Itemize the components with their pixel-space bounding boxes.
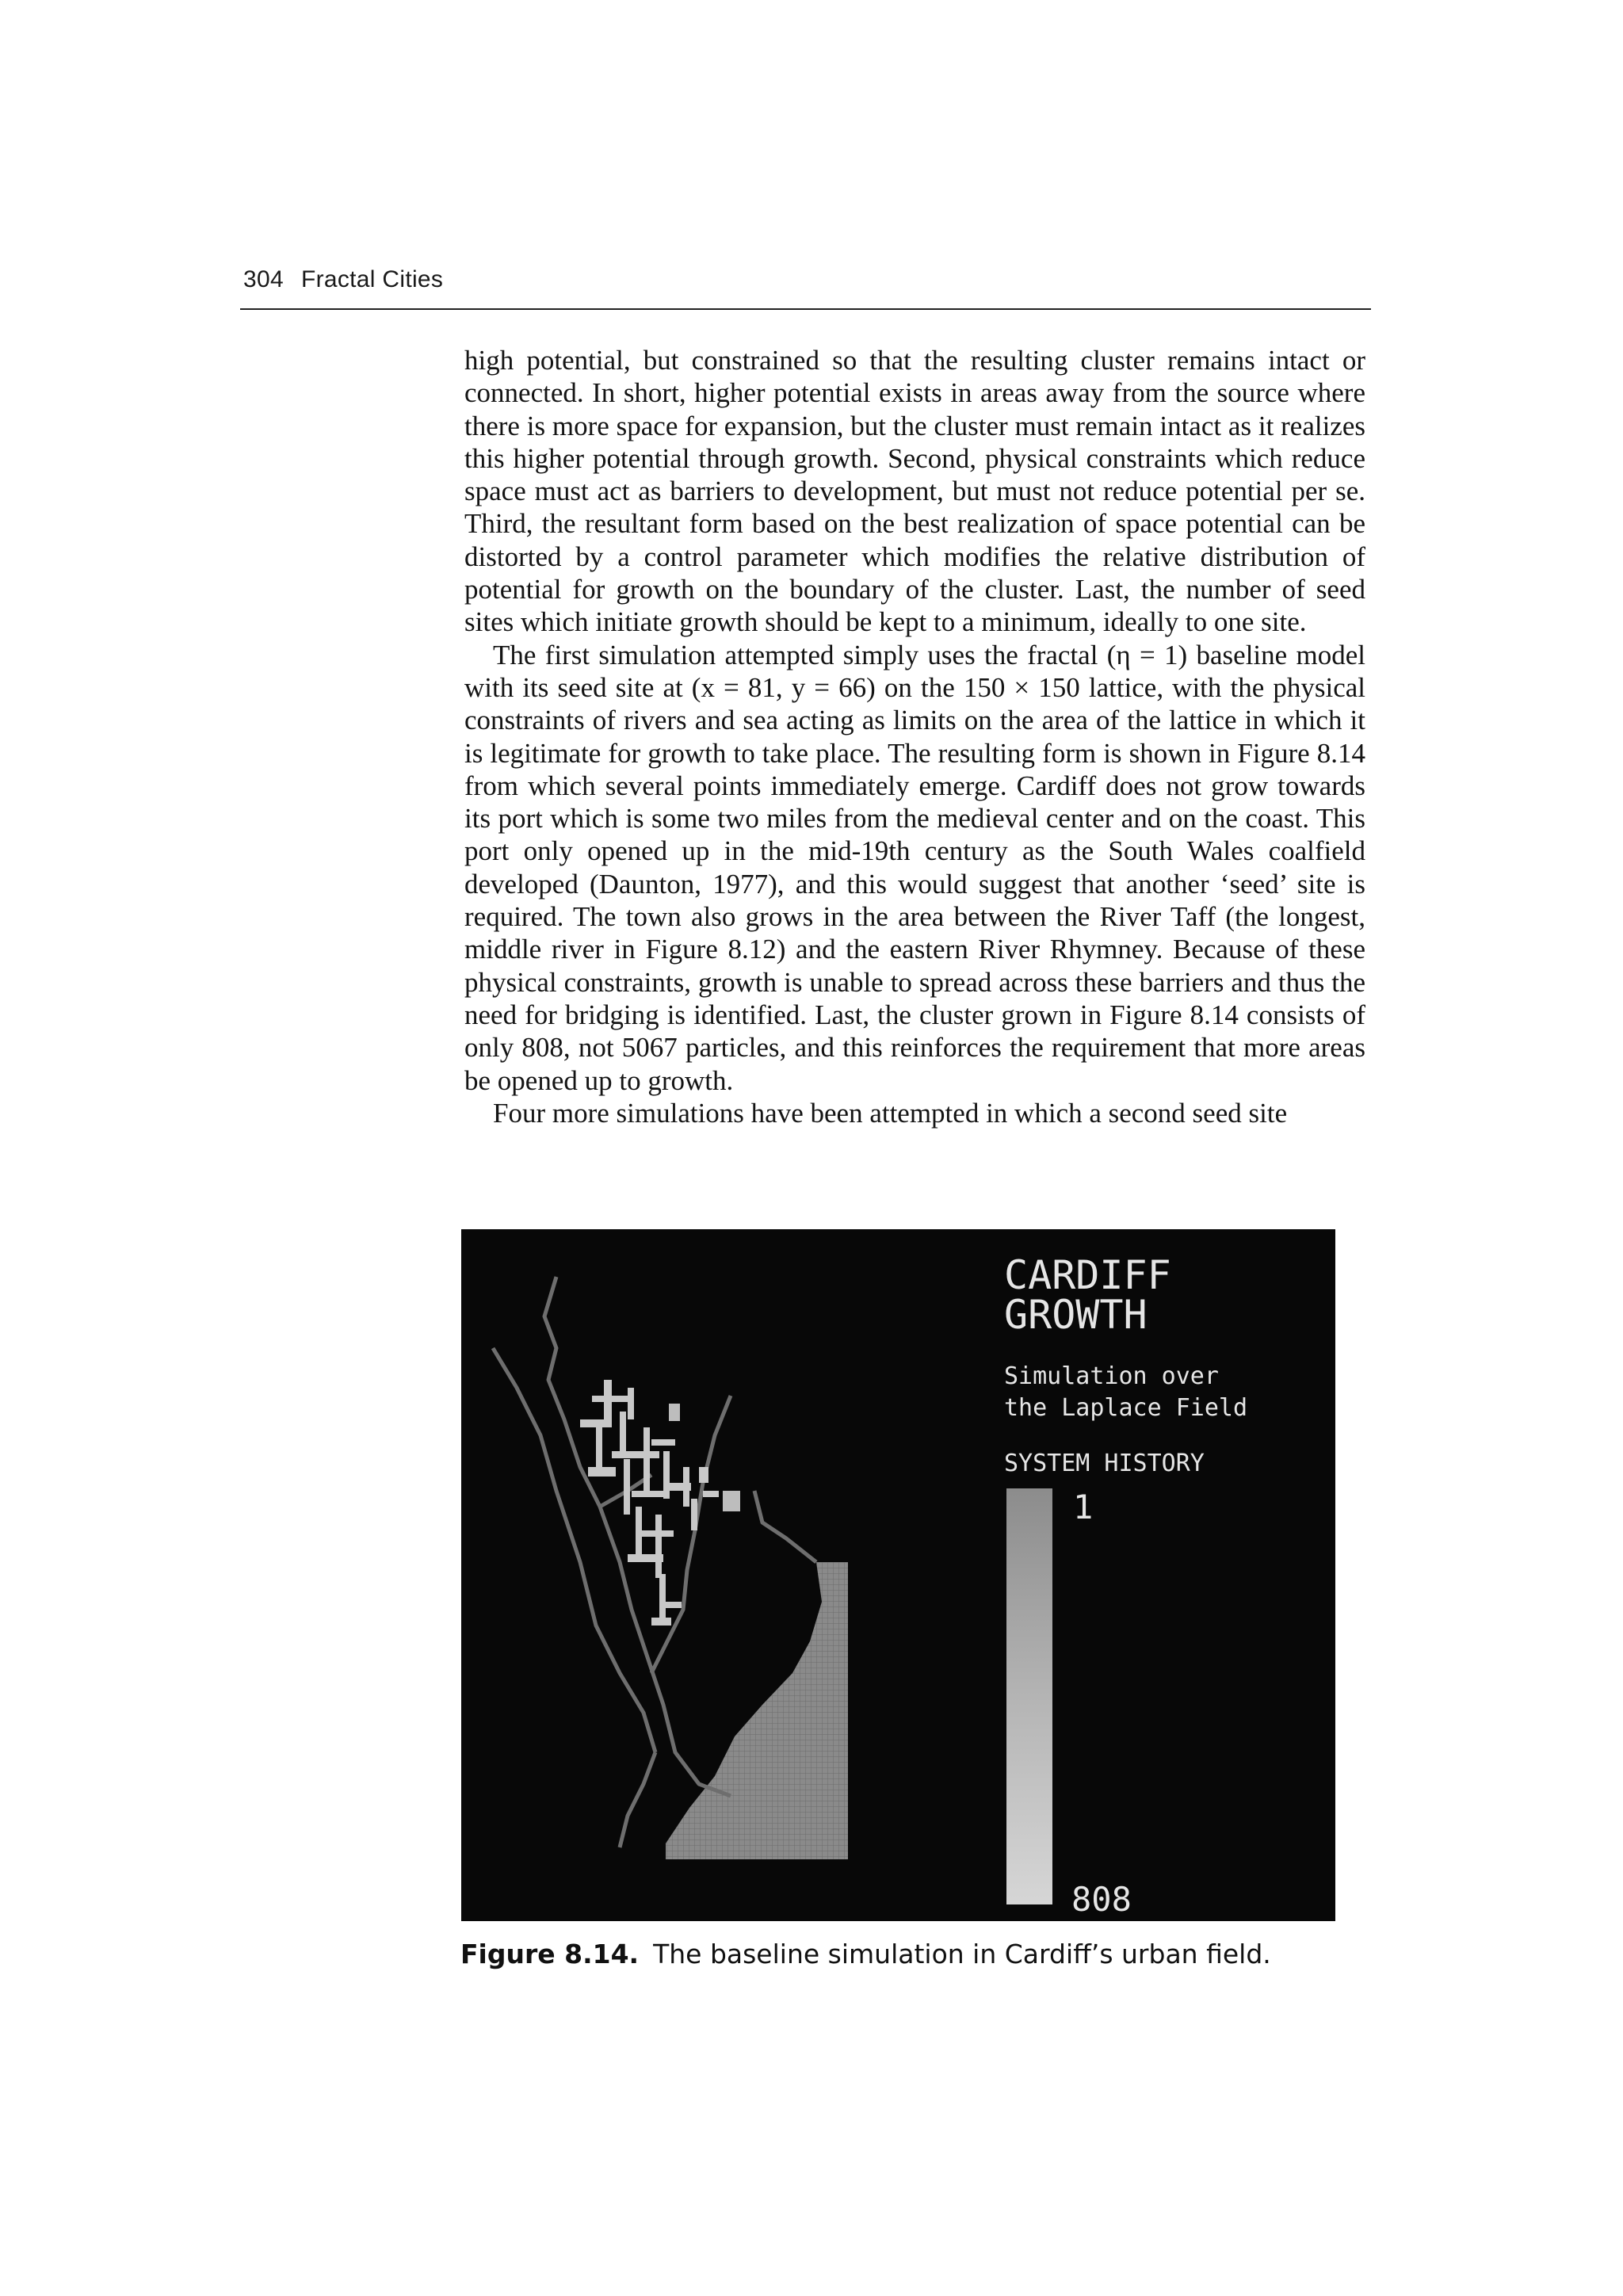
figure-title-line2: GROWTH bbox=[1004, 1292, 1148, 1338]
caption-label: Figure 8.14. bbox=[460, 1939, 640, 1969]
history-bottom-value: 808 bbox=[1071, 1880, 1132, 1919]
figure-subtitle-line2: the Laplace Field bbox=[1004, 1394, 1248, 1422]
figure-canvas bbox=[461, 1229, 1335, 1921]
history-top-value: 1 bbox=[1073, 1488, 1094, 1526]
isolated-patch-2 bbox=[723, 1491, 740, 1511]
header-rule bbox=[240, 308, 1371, 310]
figure-title-line1: CARDIFF bbox=[1004, 1252, 1171, 1298]
figure-caption bbox=[460, 1939, 1271, 1969]
caption-text: The baseline simulation in Cardiff’s urban field. bbox=[653, 1939, 1271, 1969]
paragraph-2: The first simulation attempted simply uses the fractal (η = 1) baseline model with its seed site at (x = 81, y = 66) on the 150 × 150 lattice, with the physical constraints of rivers and sea acting as limits on the area of the lattice in which it is legitimate for growth to take place. The resulting form is shown in Figure 8.14 from which several points immediately emerge. Cardiff does not grow towards its port which is some two miles from the medieval center and on the coast. This port only opened up in the mid-19th century as the South Wales coalfield developed (Daunton, 1977), and this would suggest that another ‘seed’ site is required. The town also grows in the area between the River Taff (the longest, middle river in Figure 8.12) and the eastern River Rhymney. Because of these physical constraints, growth is unable to spread across these barriers and thus the need for bridging is identified. Last, the cluster grown in Figure 8.14 consists of only 808, not 5067 particles, and this reinforces the requirement that more areas be opened up to growth. bbox=[464, 639, 1365, 1096]
running-head bbox=[243, 266, 443, 293]
system-history-label: SYSTEM HISTORY bbox=[1004, 1450, 1205, 1477]
system-history-bar bbox=[1006, 1488, 1052, 1904]
sea-area bbox=[666, 1562, 848, 1859]
book-title: Fractal Cities bbox=[300, 266, 444, 292]
figure-subtitle-line1: Simulation over bbox=[1004, 1362, 1219, 1390]
body-text bbox=[464, 344, 1365, 1129]
isolated-patch bbox=[669, 1404, 680, 1421]
tributary-2 bbox=[620, 1752, 655, 1847]
coastline bbox=[754, 1491, 816, 1562]
page-number: 304 bbox=[243, 266, 284, 292]
paragraph-1: high potential, but constrained so that the resulting cluster remains intact or connected. In short, higher potential exists in areas away from the source where there is more space for expansion, but the cluster must remain intact as it realizes this higher potential through growth. Second, physical constraints which reduce space must act as barriers to development, but must not reduce potential per se. Third, the resultant form based on the best realization of space potential can be distorted by a control parameter which modifies the relative distribution of potential for growth on the boundary of the cluster. Last, the number of seed sites which initiate growth should be kept to a minimum, ideally to one site. bbox=[464, 345, 1365, 638]
figure-cardiff-growth bbox=[461, 1229, 1335, 1921]
paragraph-3: Four more simulations have been attempted in which a second seed site bbox=[493, 1097, 1288, 1129]
